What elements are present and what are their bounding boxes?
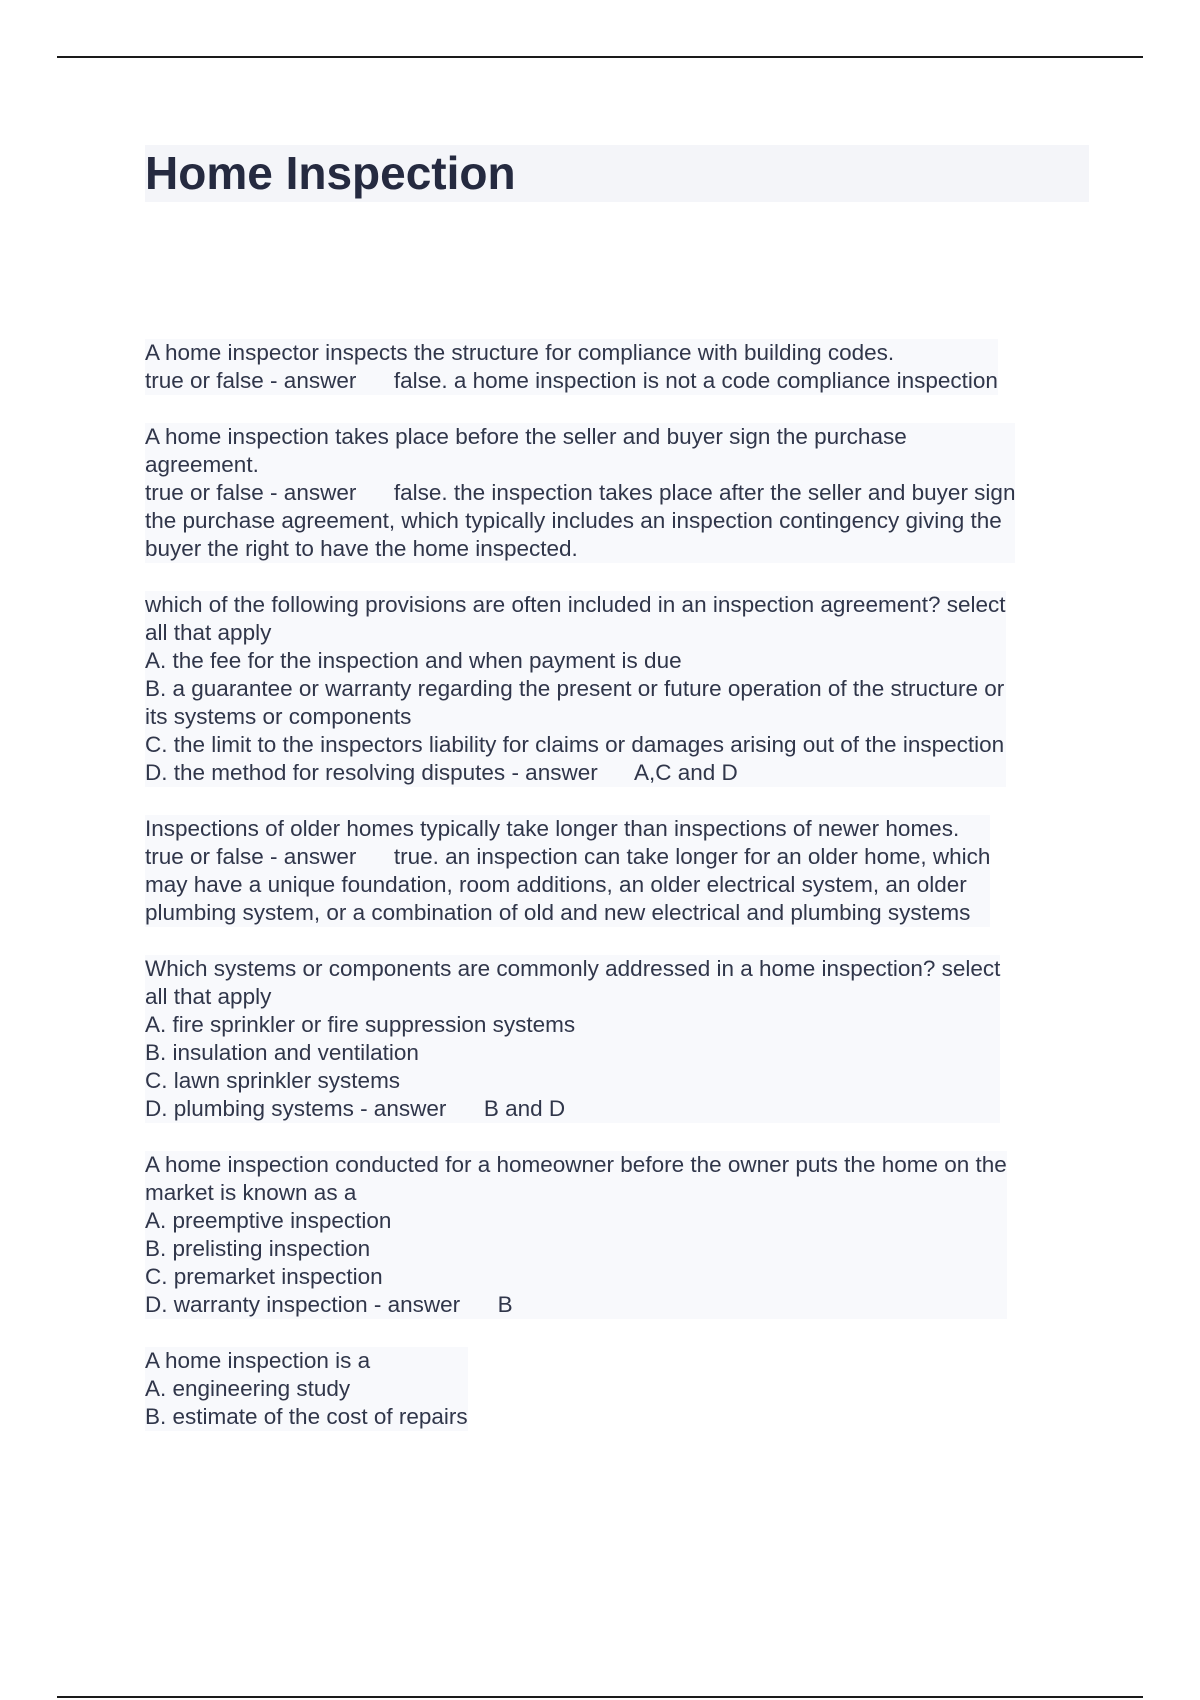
qa-line: A home inspector inspects the structure for compliance with building codes. [145,340,895,365]
qa-line: agreement. [145,452,259,477]
qa-item [145,1151,1007,1319]
qa-line: true or false - answer false. a home inspection is not a code compliance inspection [145,368,998,393]
qa-line: A. fire sprinkler or fire suppression systems [145,1012,576,1037]
qa-line: Which systems or components are commonly addressed in a home inspection? select [145,956,1001,981]
document-title: Home Inspection [145,147,516,199]
qa-line: B. insulation and ventilation [145,1040,419,1065]
qa-line: A. preemptive inspection [145,1208,392,1233]
top-rule [57,56,1143,58]
qa-line: true or false - answer false. the inspection takes place after the seller and buyer sign [145,480,1016,505]
qa-line: A home inspection takes place before the seller and buyer sign the purchase [145,424,907,449]
qa-line: A home inspection conducted for a homeowner before the owner puts the home on the [145,1152,1007,1177]
qa-line: the purchase agreement, which typically includes an inspection contingency giving the [145,508,1002,533]
qa-line: A. engineering study [145,1376,351,1401]
qa-line: market is known as a [145,1180,357,1205]
qa-line: D. plumbing systems - answer B and D [145,1096,566,1121]
qa-item [145,1347,468,1431]
qa-list [145,339,1095,1459]
qa-line: B. a guarantee or warranty regarding the present or future operation of the structure or [145,676,1005,701]
qa-line: Inspections of older homes typically take longer than inspections of newer homes. [145,816,960,841]
qa-line: buyer the right to have the home inspected. [145,536,578,561]
qa-line: plumbing system, or a combination of old and new electrical and plumbing systems [145,900,971,925]
qa-line: B. estimate of the cost of repairs [145,1404,468,1429]
qa-item [145,591,1006,787]
qa-line: C. premarket inspection [145,1264,383,1289]
qa-line: D. warranty inspection - answer B [145,1292,513,1317]
qa-item [145,815,990,927]
qa-item [145,423,1015,563]
qa-line: all that apply [145,620,272,645]
qa-line: A home inspection is a [145,1348,371,1373]
qa-line: all that apply [145,984,272,1009]
qa-line: C. the limit to the inspectors liability for claims or damages arising out of the inspection [145,732,1005,757]
qa-line: B. prelisting inspection [145,1236,371,1261]
qa-line: C. lawn sprinkler systems [145,1068,401,1093]
qa-item [145,339,998,395]
qa-item [145,955,1000,1123]
qa-line: which of the following provisions are often included in an inspection agreement? select [145,592,1006,617]
bottom-rule [57,1696,1143,1698]
qa-line: true or false - answer true. an inspection can take longer for an older home, which [145,844,991,869]
qa-line: may have a unique foundation, room additions, an older electrical system, an older [145,872,967,897]
qa-line: D. the method for resolving disputes - answer A,C and D [145,760,738,785]
qa-line: A. the fee for the inspection and when payment is due [145,648,682,673]
qa-line: its systems or components [145,704,412,729]
